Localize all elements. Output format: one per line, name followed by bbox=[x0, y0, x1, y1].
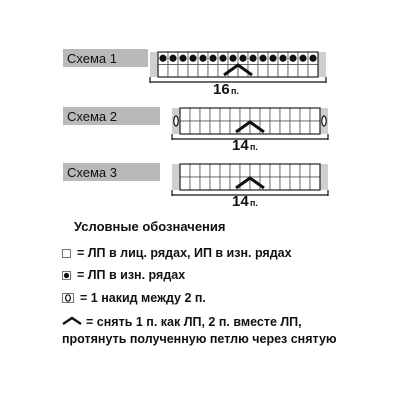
grid-cell bbox=[280, 108, 290, 121]
grid-cell bbox=[280, 164, 290, 177]
grid-cell bbox=[218, 65, 228, 78]
dot-stitch bbox=[179, 55, 186, 62]
grid-cell bbox=[270, 164, 280, 177]
grid-cell bbox=[220, 164, 230, 177]
grid-edge-padding bbox=[150, 52, 158, 77]
scheme-3-grid bbox=[172, 164, 328, 196]
grid-cell bbox=[210, 108, 220, 121]
grid-cell bbox=[260, 164, 270, 177]
dot-stitch bbox=[269, 55, 276, 62]
grid-cell bbox=[310, 108, 320, 121]
grid-edge-padding bbox=[318, 52, 326, 77]
scheme-2-title: Схема 2 bbox=[67, 109, 117, 124]
grid-cell bbox=[248, 65, 258, 78]
dot-stitch bbox=[209, 55, 216, 62]
grid-cell bbox=[300, 121, 310, 134]
grid-cell bbox=[190, 108, 200, 121]
grid-cell bbox=[190, 121, 200, 134]
grid-cell bbox=[168, 65, 178, 78]
dot-stitch bbox=[309, 55, 316, 62]
dot-stitch bbox=[229, 55, 236, 62]
grid-cell bbox=[290, 108, 300, 121]
grid-cell bbox=[310, 164, 320, 177]
legend-item-empty-cell bbox=[62, 245, 292, 262]
dot-stitch bbox=[199, 55, 206, 62]
grid-cell bbox=[190, 177, 200, 190]
scheme-3-title: Схема 3 bbox=[67, 165, 117, 180]
grid-cell bbox=[200, 177, 210, 190]
grid-cell bbox=[250, 164, 260, 177]
scheme-1-grid bbox=[150, 52, 326, 83]
grid-cell bbox=[210, 164, 220, 177]
scheme-1-stitch-count: 16 bbox=[213, 81, 230, 98]
dot-stitch bbox=[159, 55, 166, 62]
grid-cell bbox=[200, 108, 210, 121]
grid-cell bbox=[178, 65, 188, 78]
decrease-arc-icon bbox=[62, 314, 82, 331]
scheme-3-stitch-count: 14 bbox=[232, 193, 249, 210]
grid-cell bbox=[230, 108, 240, 121]
empty-cell-icon bbox=[62, 246, 71, 262]
grid-cell bbox=[220, 108, 230, 121]
grid-cell bbox=[310, 177, 320, 190]
grid-cell bbox=[198, 65, 208, 78]
grid-cell bbox=[260, 108, 270, 121]
legend-item-text: = ЛП в изн. рядах bbox=[77, 268, 186, 282]
yarn-over-icon bbox=[62, 291, 74, 307]
grid-cell bbox=[280, 121, 290, 134]
grid-cell bbox=[188, 65, 198, 78]
dot-stitch bbox=[239, 55, 246, 62]
scheme-1-title: Схема 1 bbox=[67, 51, 117, 66]
grid-cell bbox=[200, 164, 210, 177]
dot-stitch bbox=[299, 55, 306, 62]
legend-item-decrease bbox=[62, 314, 362, 348]
grid-cell bbox=[288, 65, 298, 78]
legend-item-dot-cell bbox=[62, 267, 185, 284]
grid-cell bbox=[230, 164, 240, 177]
legend-item-yarn-over bbox=[62, 290, 206, 307]
dot-stitch bbox=[279, 55, 286, 62]
grid-cell bbox=[180, 177, 190, 190]
grid-cell bbox=[200, 121, 210, 134]
dot-stitch bbox=[259, 55, 266, 62]
scheme-2-stitch-count: 14 bbox=[232, 137, 249, 154]
legend-item-text: = 1 накид между 2 п. bbox=[80, 291, 206, 305]
grid-cell bbox=[250, 108, 260, 121]
scheme-1 bbox=[63, 49, 326, 98]
dot-stitch bbox=[249, 55, 256, 62]
grid-edge-padding bbox=[320, 164, 328, 190]
dot-stitch bbox=[219, 55, 226, 62]
grid-cell bbox=[290, 164, 300, 177]
grid-cell bbox=[190, 164, 200, 177]
grid-cell bbox=[270, 121, 280, 134]
legend-title: Условные обозначения bbox=[74, 219, 226, 234]
yarn-over-icon bbox=[322, 116, 326, 126]
grid-edge-padding bbox=[172, 164, 180, 190]
dot-stitch bbox=[289, 55, 296, 62]
yarn-over-icon bbox=[174, 116, 178, 126]
grid-cell bbox=[240, 108, 250, 121]
grid-cell bbox=[280, 177, 290, 190]
grid-cell bbox=[270, 177, 280, 190]
grid-cell bbox=[290, 177, 300, 190]
grid-cell bbox=[270, 108, 280, 121]
grid-cell bbox=[208, 65, 218, 78]
grid-cell bbox=[210, 177, 220, 190]
grid-cell bbox=[180, 108, 190, 121]
grid-cell bbox=[220, 177, 230, 190]
scheme-2-stitch-unit: п. bbox=[250, 142, 258, 152]
legend-item-text: = снять 1 п. как ЛП, 2 п. вместе ЛП, протянуть полученную петлю через снятую bbox=[62, 315, 337, 347]
scheme-2 bbox=[63, 107, 328, 154]
dot-stitch bbox=[189, 55, 196, 62]
grid-cell bbox=[278, 65, 288, 78]
grid-cell bbox=[310, 121, 320, 134]
grid-cell bbox=[180, 121, 190, 134]
grid-cell bbox=[240, 164, 250, 177]
dot-stitch bbox=[169, 55, 176, 62]
grid-cell bbox=[300, 177, 310, 190]
grid-cell bbox=[220, 121, 230, 134]
grid-cell bbox=[180, 164, 190, 177]
scheme-1-stitch-unit: п. bbox=[231, 86, 239, 96]
scheme-2-grid bbox=[172, 108, 328, 140]
grid-cell bbox=[290, 121, 300, 134]
scheme-3 bbox=[63, 163, 328, 210]
grid-cell bbox=[210, 121, 220, 134]
grid-cell bbox=[298, 65, 308, 78]
legend-item-text: = ЛП в лиц. рядах, ИП в изн. рядах bbox=[77, 246, 292, 260]
scheme-3-stitch-unit: п. bbox=[250, 198, 258, 208]
grid-cell bbox=[268, 65, 278, 78]
grid-cell bbox=[300, 108, 310, 121]
grid-cell bbox=[258, 65, 268, 78]
dot-cell-icon bbox=[62, 268, 71, 284]
grid-cell bbox=[300, 164, 310, 177]
grid-cell bbox=[308, 65, 318, 78]
grid-cell bbox=[158, 65, 168, 78]
